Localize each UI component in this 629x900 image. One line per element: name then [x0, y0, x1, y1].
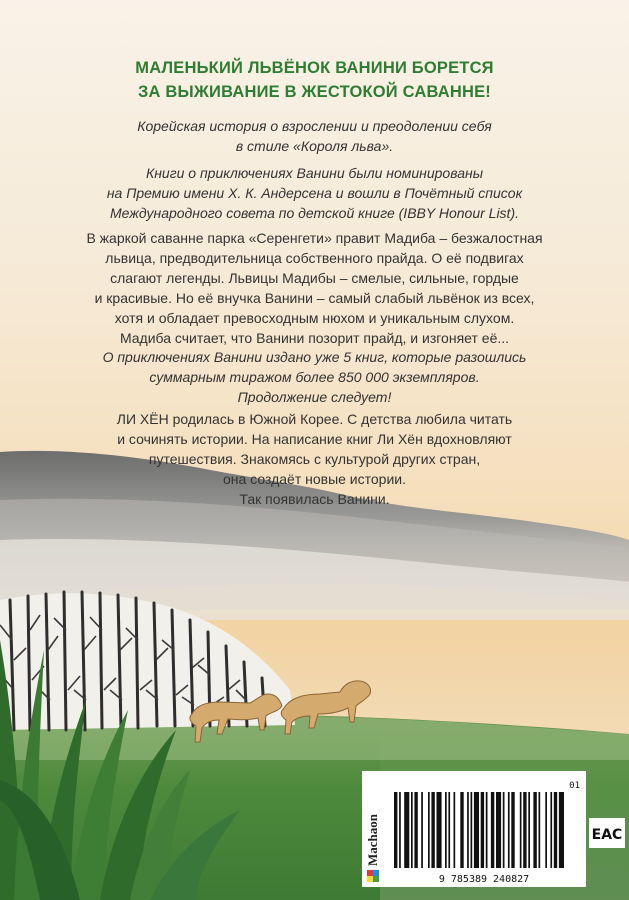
intro-line: в стиле «Короля льва». — [235, 138, 394, 154]
publisher-logo — [364, 778, 382, 888]
barcode-number: 9 785389 240827 — [438, 874, 530, 884]
author-line: и сочинять истории. На написание книг Ли Хён вдохновляют — [117, 431, 512, 447]
synopsis-line: слагают легенды. Львицы Мадибы – смелые, сильные, гордые — [110, 270, 519, 286]
isbn-barcode — [384, 778, 584, 884]
synopsis-line: хотя и обладает превосходным нюхом и уникальным слухом. — [114, 310, 515, 326]
barcode-bar — [486, 792, 488, 868]
barcode-bar — [520, 792, 522, 868]
barcode-bar — [550, 792, 552, 868]
barcode-bars — [394, 792, 564, 868]
barcode-bar — [491, 792, 494, 868]
series-paragraph — [0, 347, 629, 407]
author-line: Так появилась Ванини. — [239, 491, 390, 507]
synopsis-line: В жаркой саванне парка «Серенгети» правит Мадиба – безжалостная — [86, 230, 543, 246]
barcode-bar — [523, 792, 526, 868]
barcode-bar — [414, 792, 417, 868]
barcode-bar — [411, 792, 413, 868]
series-line: О приключениях Ванини издано уже 5 книг, которые разошлись — [102, 349, 527, 365]
headline — [0, 56, 629, 104]
headline-line: МАЛЕНЬКИЙ ЛЬВЁНОК ВАНИНИ БОРЕТСЯ — [135, 59, 494, 77]
barcode-bar — [471, 792, 473, 868]
barcode-bar — [508, 792, 510, 868]
synopsis-line: и красивые. Но её внучка Ванини – самый слабый львёнок из всех, — [94, 290, 535, 306]
barcode-addon: 01 — [569, 781, 580, 791]
award-paragraph — [0, 163, 629, 223]
barcode-bar — [559, 792, 564, 868]
barcode-bar — [421, 792, 423, 868]
series-line: суммарным тиражом более 850 000 экземпляров. — [149, 369, 480, 385]
barcode-bar — [437, 792, 442, 868]
barcode-bar — [404, 792, 409, 868]
headline-line: ЗА ВЫЖИВАНИЕ В ЖЕСТОКОЙ САВАННЕ! — [138, 83, 491, 101]
series-line: Продолжение следует! — [237, 389, 392, 405]
barcode-bar — [399, 792, 401, 868]
barcode-bar — [545, 792, 547, 868]
author-line: путешествия. Знакомясь с культурой других стран, — [148, 451, 481, 467]
barcode-bar — [474, 792, 479, 868]
barcode-bar — [467, 792, 469, 868]
barcode-bar — [503, 792, 505, 868]
barcode-bar — [511, 792, 514, 868]
synopsis-paragraph — [0, 228, 629, 348]
author-line: ЛИ ХЁН родилась в Южной Корее. С детства любила читать — [116, 411, 513, 427]
barcode-bar — [528, 792, 530, 868]
synopsis-line: Мадиба считает, что Ванини позорит прайд, и изгоняет её... — [119, 330, 510, 346]
barcode-bar — [481, 792, 484, 868]
publisher-name: Machaon — [365, 814, 380, 866]
intro-line: Корейская история о взрослении и преодолении себя — [137, 118, 492, 134]
eac-certification-mark — [589, 818, 625, 848]
barcode-bar — [448, 792, 450, 868]
barcode-bar — [496, 792, 501, 868]
barcode-bar — [428, 792, 430, 868]
barcode-bar — [533, 792, 536, 868]
barcode-bar — [431, 792, 434, 868]
barcode-bar — [445, 792, 447, 868]
intro-paragraph — [0, 116, 629, 156]
barcode-bar — [539, 792, 541, 868]
barcode-bar — [554, 792, 557, 868]
author-paragraph — [0, 409, 629, 509]
synopsis-line: львица, предводительница собственного прайда. О её подвигах — [105, 250, 524, 266]
award-line: Международного совета по детской книге (IBBY Honour List). — [109, 205, 519, 221]
barcode-bar — [394, 792, 397, 868]
eac-mark-text: ЕАС — [591, 827, 623, 843]
author-line: она создаёт новые истории. — [222, 471, 406, 487]
barcode-bar — [454, 792, 456, 868]
award-line: Книги о приключениях Ванини были номинированы — [145, 165, 484, 181]
award-line: на Премию имени Х. К. Андерсена и вошли в Почётный список — [106, 185, 523, 201]
barcode-bar — [460, 792, 463, 868]
